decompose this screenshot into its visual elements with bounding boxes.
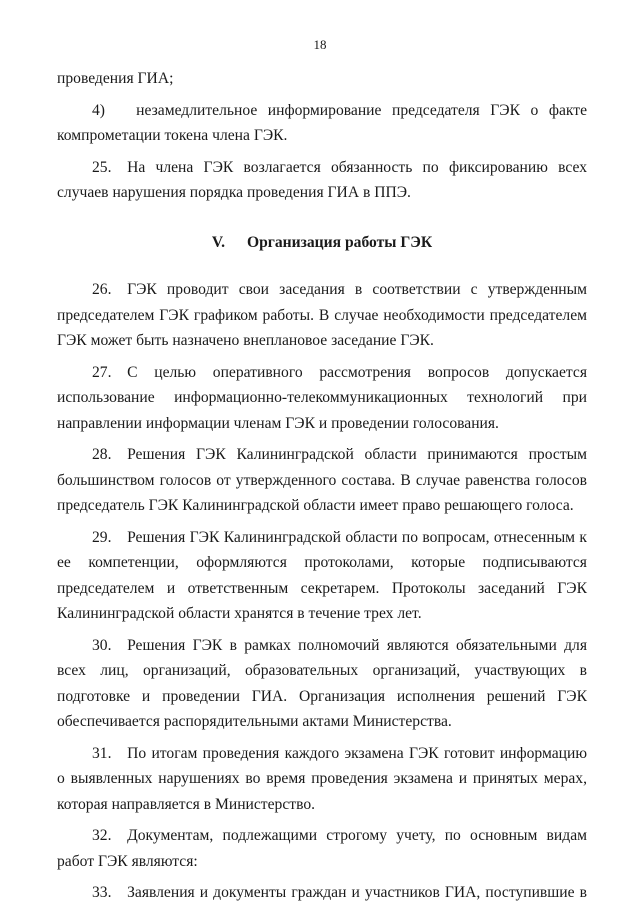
paragraph-25: 25. На члена ГЭК возлагается обязанность по фиксированию всех случаев нарушения порядка проведения ГИА в ППЭ.: [57, 158, 587, 201]
paragraph-29: 29. Решения ГЭК Калининградской области по вопросам, отнесенным к ее компетенции, оформляются протоколами, которые подписываются председателем и ответственным секретарем. Протоколы заседаний ГЭК Калининградской области хранятся в течение трех лет.: [57, 528, 587, 622]
paragraph-32: 32. Документам, подлежащими строгому учету, по основным видам работ ГЭК являются:: [57, 827, 587, 870]
paragraph-continuation: проведения ГИА;: [57, 70, 174, 87]
document-body: [57, 66, 587, 912]
page-number: 18: [313, 37, 327, 52]
paragraph-27: 27. С целью оперативного рассмотрения вопросов допускается использование информационно-телекоммуникационных технологий при направлении информации членам ГЭК и проведении голосования.: [57, 363, 587, 432]
section-title: Организация работы ГЭК: [246, 233, 433, 251]
paragraph-item-4: 4) незамедлительное информирование председателя ГЭК о факте компрометации токена члена ГЭК.: [57, 101, 587, 144]
section-heading: [57, 230, 587, 256]
paragraph-33: 33. Заявления и документы граждан и участников ГИА, поступившие в: [92, 884, 587, 901]
paragraph-26: 26. ГЭК проводит свои заседания в соответствии с утвержденным председателем ГЭК графиком работы. В случае необходимости председателем ГЭК может быть назначено внеплановое заседание ГЭК.: [57, 281, 587, 349]
paragraph-30: 30. Решения ГЭК в рамках полномочий являются обязательными для всех лиц, организаций, образовательных организаций, участвующих в подготовке и проведении ГИА. Организация исполнения решений ГЭК обеспечивается распорядительными актами Министерства.: [57, 636, 587, 730]
section-number: V.: [211, 233, 225, 251]
paragraph-31: 31. По итогам проведения каждого экзамена ГЭК готовит информацию о выявленных нарушениях во время проведения экзамена и принятых мерах, которая направляется в Министерство.: [57, 744, 587, 813]
paragraph-28: 28. Решения ГЭК Калининградской области принимаются простым большинством голосов от утвержденного состава. В случае равенства голосов председатель ГЭК Калининградской области имеет право решающего голоса.: [57, 446, 587, 514]
